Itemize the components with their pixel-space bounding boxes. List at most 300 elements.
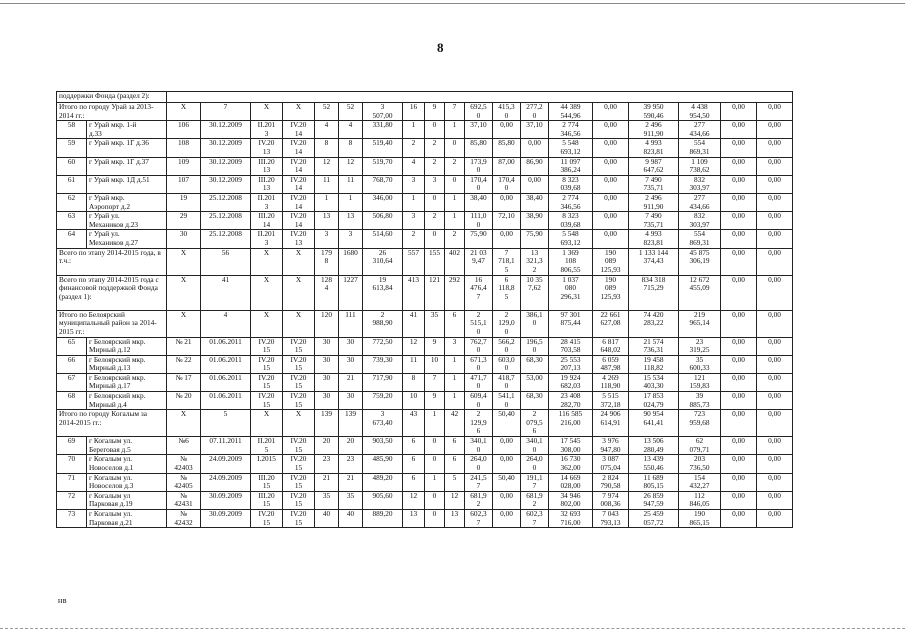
table-cell: г Белоярский мкр. Мирный д.4 [87,392,167,410]
page-number: 8 [437,40,444,55]
table-cell: 30 [339,355,363,373]
table-cell: 0,00 [721,175,757,193]
table-cell: 68,30 [521,355,549,373]
table-cell: 120 [315,310,339,337]
table-cell: 0,00 [721,248,757,275]
table-cell: 1 [425,473,445,491]
table-cell: X [251,248,283,275]
table-cell: 0,00 [757,175,793,193]
table-cell: 723 959,68 [679,410,721,437]
table-cell: 25.12.2008 [201,193,251,211]
table-cell: 471,7 0 [465,373,493,391]
table-cell: IV.20 15 [251,510,283,528]
table-cell: 6 [445,310,465,337]
table-cell: 0,00 [721,121,757,139]
table-cell: 20 [339,437,363,455]
table-cell: X [283,103,315,121]
table-cell: 30 [339,337,363,355]
table-cell: г Урай мкр. Аэропорт д.2 [87,193,167,211]
table-cell: IV.20 14 [283,212,315,230]
table-cell: 13 [339,212,363,230]
table-cell: 519,40 [363,139,403,157]
table-cell: IV.20 13 [283,230,315,248]
scan-edge-bottom [0,628,905,629]
table-cell: 0 [425,230,445,248]
table-cell: 74 420 283,22 [629,310,679,337]
table-cell: 23 [339,455,363,473]
table-cell: г Когалым ул. Новоселов д.1 [87,455,167,473]
table-cell: X [167,248,201,275]
table-cell: 0,00 [521,175,549,193]
table-cell: 24 906 614,91 [593,410,629,437]
table-cell: 0 [425,437,445,455]
table-cell: 5 [201,410,251,437]
table-cell: 26 859 947,59 [629,491,679,509]
table-cell: 0,00 [721,193,757,211]
table-cell: IV.20 15 [283,437,315,455]
table-cell: 40 [315,510,339,528]
table-cell: 22 661 627,08 [593,310,629,337]
table-cell: 554 869,31 [679,139,721,157]
table-cell: IV.20 15 [251,373,283,391]
table-row [57,175,793,193]
table-cell: 173,9 0 [465,157,493,175]
table-cell: 3 [445,337,465,355]
table-cell: 35 600,33 [679,355,721,373]
table-cell: 331,80 [363,121,403,139]
table-cell: X [283,275,315,310]
table-cell: № 42432 [167,510,201,528]
table-cell: 5 515 372,18 [593,392,629,410]
table-cell: 0,00 [757,510,793,528]
table-cell: г Урай ул. Механиков д.23 [87,212,167,230]
table-cell: № 20 [167,392,201,410]
table-cell: IV.20 15 [283,355,315,373]
table-cell: г Урай мкр. 1Г д.37 [87,157,167,175]
table-cell: 19 [167,193,201,211]
table-cell: 10 35 7,62 [521,275,549,310]
table-cell: 11 [339,175,363,193]
table-cell: 63 [57,212,87,230]
table-cell: 0,00 [757,275,793,310]
table-cell: 50,40 [493,473,521,491]
table-cell: 292 [445,275,465,310]
table-cell: 671,3 0 [465,355,493,373]
table-row-subtotal [57,310,793,337]
table-cell: 196,5 0 [521,337,549,355]
table-cell: 0,00 [593,139,629,157]
table-cell: 0,00 [757,103,793,121]
table-cell: 603,0 0 [493,355,521,373]
table-cell: 0,00 [493,491,521,509]
table-cell: 70 [57,455,87,473]
table-cell: 30.09.2009 [201,510,251,528]
table-cell: 71 [57,473,87,491]
table-cell: 602,3 7 [465,510,493,528]
table-cell: 11 097 386,24 [549,157,593,175]
table-cell: 277,2 0 [521,103,549,121]
table-cell: 0,00 [593,121,629,139]
table-cell: 2 079,5 6 [521,410,549,437]
table-cell: 519,70 [363,157,403,175]
table-cell: 264,0 0 [521,455,549,473]
table-row [57,212,793,230]
table-cell: 905,60 [363,491,403,509]
table-cell: 9 [425,392,445,410]
table-cell: 0,00 [721,510,757,528]
table-cell: 413 [403,275,425,310]
table-cell: 4 [339,121,363,139]
table-cell: г Белоярский мкр. Мирный д.13 [87,355,167,373]
table-cell: 1 [445,193,465,211]
table-cell: 90 954 641,41 [629,410,679,437]
table-cell: X [251,310,283,337]
table-cell: 41 [403,310,425,337]
table-cell: 692,5 0 [465,103,493,121]
table-cell: 554 869,31 [679,230,721,248]
table-cell: 0,00 [593,193,629,211]
table-cell: 16 [403,103,425,121]
table-cell: 1 [445,392,465,410]
table-cell: 9 987 647,62 [629,157,679,175]
table-cell: 97 301 875,44 [549,310,593,337]
table-cell: 19 924 682,03 [549,373,593,391]
table-cell: 0 [425,491,445,509]
table-cell: 3 [403,175,425,193]
table-cell: 2 988,90 [363,310,403,337]
table-cell: № 42405 [167,473,201,491]
table-cell: 29 [167,212,201,230]
table-cell: 16 476,4 7 [465,275,493,310]
table-cell: 191,1 7 [521,473,549,491]
table-cell: 17 853 024,79 [629,392,679,410]
table-cell: 30 [315,392,339,410]
table-cell: 1 [403,121,425,139]
table-cell: 106 [167,121,201,139]
table-cell: 6 817 648,02 [593,337,629,355]
table-cell: 128 4 [315,275,339,310]
table-cell: IV.20 15 [283,491,315,509]
table-cell: Итого по Белоярский муниципальный район за 2014-2015 гг.: [57,310,167,337]
table-cell: 3 [425,175,445,193]
table-cell: 24.09.2009 [201,455,251,473]
table-cell: 111,0 0 [465,212,493,230]
table-cell: 768,70 [363,175,403,193]
table-cell: 11 [315,175,339,193]
table-cell: 0,00 [757,373,793,391]
table-cell: 2 [403,230,425,248]
table-cell: 7 974 008,36 [593,491,629,509]
table-cell: 418,7 0 [493,373,521,391]
table-cell: г Урай мкр. 1-й д.33 [87,121,167,139]
table-cell: 0,00 [721,310,757,337]
table-cell: X [167,310,201,337]
table-cell: 68 [57,392,87,410]
table-cell: 0,00 [721,455,757,473]
table-cell: 07.11.2011 [201,437,251,455]
table-cell: Итого по городу Когалым за 2014-2015 гг.: [57,410,167,437]
table-cell: 415,3 0 [493,103,521,121]
table-cell: 01.06.2011 [201,392,251,410]
table-cell: 10 [425,355,445,373]
table-cell: 13 [403,510,425,528]
table-cell: 85,80 [465,139,493,157]
table-cell: 121 [425,275,445,310]
table-cell: 4 438 954,50 [679,103,721,121]
table-row [57,392,793,410]
table-cell: г Когалым ул Парковая д.19 [87,491,167,509]
table-cell: 38,40 [465,193,493,211]
table-cell: 0,00 [757,491,793,509]
table-cell: 32 693 716,00 [549,510,593,528]
table-cell: 21 574 736,31 [629,337,679,355]
table-cell: 0,00 [757,139,793,157]
table-cell: 0,00 [721,410,757,437]
table-cell: 0 [425,193,445,211]
table-cell: 6 [403,473,425,491]
table-cell: III.20 13 [251,157,283,175]
table-cell: 25 553 207,13 [549,355,593,373]
table-cell: 108 [167,139,201,157]
table-row [57,373,793,391]
table-cell: IV.20 14 [283,175,315,193]
table-cell: 1 [445,212,465,230]
table-cell: 514,60 [363,230,403,248]
table-cell: 0 [425,455,445,473]
table-cell: 759,20 [363,392,403,410]
table-cell: IV.20 14 [283,193,315,211]
table-cell: 340,1 0 [465,437,493,455]
table-cell: 8 [315,139,339,157]
table-cell: 2 774 346,56 [549,193,593,211]
table-cell: 0,00 [721,337,757,355]
table-cell: 0,00 [493,121,521,139]
table-cell: 53,00 [521,373,549,391]
table-cell: 0,00 [757,473,793,491]
table-cell: X [251,275,283,310]
table-cell: 3 [315,230,339,248]
table-cell: 62 [57,193,87,211]
table-cell: № 17 [167,373,201,391]
table-cell: 30 [339,392,363,410]
table-cell: 832 303,97 [679,175,721,193]
table-row [57,473,793,491]
table-cell: 681,9 2 [521,491,549,509]
table-cell: 7 043 793,13 [593,510,629,528]
table-cell: 39 885,73 [679,392,721,410]
footer-mark: нв [58,596,68,605]
table-cell: 21 [339,473,363,491]
table-cell: 4 [315,121,339,139]
table-cell: X [167,410,201,437]
table-cell: 2 [445,157,465,175]
table-cell: 8 [339,139,363,157]
table-cell: 139 [315,410,339,437]
table-cell: 26 310,64 [363,248,403,275]
table-cell: 0 [425,121,445,139]
table-cell: 121 159,83 [679,373,721,391]
table-cell: 506,80 [363,212,403,230]
table-row-subtotal [57,410,793,437]
table-cell: IV.20 15 [283,373,315,391]
table-cell: 7 718,1 5 [493,248,521,275]
table-cell: 0 [425,510,445,528]
table-cell: 0,00 [493,455,521,473]
table-cell: X [167,103,201,121]
table-cell: № 42403 [167,455,201,473]
table-cell: 43 [403,410,425,437]
table-cell: 5 [445,473,465,491]
table-cell: 60 [57,157,87,175]
table-cell: X [283,310,315,337]
table-cell: 0,00 [757,248,793,275]
table-cell: 0,00 [721,355,757,373]
table-cell: III.20 15 [251,491,283,509]
table-cell: 4 993 823,81 [629,230,679,248]
table-cell: 277 434,66 [679,193,721,211]
table-cell: IV.20 15 [251,337,283,355]
table-cell: 35 [425,310,445,337]
table-cell: 25.12.2008 [201,230,251,248]
table-cell: 3 507,00 [363,103,403,121]
table-cell: 3 673,40 [363,410,403,437]
table-cell: 2 515,1 0 [465,310,493,337]
table-cell: 2 824 790,58 [593,473,629,491]
table-cell: 1 [445,121,465,139]
table-cell: 21 03 9,47 [465,248,493,275]
table-cell: 190 865,15 [679,510,721,528]
table-cell: 346,00 [363,193,403,211]
table-cell: Всего по этапу 2014-2015 года, в т.ч.: [57,248,167,275]
table-cell: 68,30 [521,392,549,410]
table-cell: 13 321,3 2 [521,248,549,275]
table-cell: 1 [339,193,363,211]
table-cell: 56 [201,248,251,275]
table-cell: 0,00 [721,437,757,455]
table-cell: X [283,248,315,275]
table-cell: 23 319,25 [679,337,721,355]
table-cell: 0,00 [721,103,757,121]
table-cell: 10 [403,392,425,410]
table-cell: 0 [445,139,465,157]
table-cell: 219 965,14 [679,310,721,337]
table-cell: 0,00 [721,275,757,310]
table-cell: 2 774 346,56 [549,121,593,139]
table-cell: 0,00 [721,230,757,248]
table-cell: 8 323 039,68 [549,175,593,193]
table-cell: 772,50 [363,337,403,355]
table-cell: 1 [445,355,465,373]
table-cell: 1 133 144 374,43 [629,248,679,275]
table-cell: 107 [167,175,201,193]
table-cell: поддержки Фонда (раздел 2): [57,92,167,103]
table-cell: 116 585 216,00 [549,410,593,437]
table-cell: 3 976 947,80 [593,437,629,455]
table-row [57,437,793,455]
table-cell: 7 490 735,71 [629,212,679,230]
table-cell: 0,00 [721,139,757,157]
table-cell: г Урай мкр. 1Д д.51 [87,175,167,193]
scan-edge-top [0,3,905,4]
table-cell: IV.20 13 [251,139,283,157]
table-cell: г Белоярский мкр. Мирный д.12 [87,337,167,355]
table-cell: 4 [201,310,251,337]
table-cell: 3 [339,230,363,248]
table-cell: 01.06.2011 [201,337,251,355]
table-cell: 0,00 [593,230,629,248]
table-cell: 0,00 [593,212,629,230]
table-cell: 154 432,27 [679,473,721,491]
table-cell: 1680 [339,248,363,275]
table-cell: 2 [425,212,445,230]
table-cell: 832 303,97 [679,212,721,230]
table-cell: 58 [57,121,87,139]
table-cell: X [283,410,315,437]
table-cell: 45 875 306,19 [679,248,721,275]
table-cell: 75,90 [465,230,493,248]
table-cell: 489,20 [363,473,403,491]
table-row [57,455,793,473]
table-cell: 190 089 125,93 [593,275,629,310]
table-cell: 62 079,71 [679,437,721,455]
table-cell: IV.20 15 [251,355,283,373]
table-cell: 13 439 550,46 [629,455,679,473]
table-cell: 12 [315,157,339,175]
table-cell: 7 [201,103,251,121]
table-cell: IV.20 14 [283,121,315,139]
table-cell: 19 458 118,82 [629,355,679,373]
table-cell: 0,00 [721,212,757,230]
table-cell: 30.12.2009 [201,121,251,139]
table-cell: 9 [425,337,445,355]
table-cell: 13 [315,212,339,230]
table-cell: 28 415 703,58 [549,337,593,355]
table-cell: IV.20 14 [283,139,315,157]
table-cell: 111 [339,310,363,337]
table-cell: 0,00 [493,437,521,455]
table-cell: 681,9 2 [465,491,493,509]
table-cell: 35 [339,491,363,509]
table-cell: 566,2 0 [493,337,521,355]
table-cell: 23 [315,455,339,473]
table-cell: № 21 [167,337,201,355]
table-cell: 170,4 0 [493,175,521,193]
table-cell: 40 [339,510,363,528]
table-cell: 16 730 362,00 [549,455,593,473]
table-cell: IV.20 15 [251,392,283,410]
table-cell: 8 323 039,68 [549,212,593,230]
table-row-subtotal [57,103,793,121]
table-cell: 903,50 [363,437,403,455]
table-cell: 0,00 [521,139,549,157]
table-cell: 67 [57,373,87,391]
table-cell-empty [167,92,793,103]
table-cell: 190 089 125,93 [593,248,629,275]
table-cell: 75,90 [521,230,549,248]
table-row-subtotal [57,248,793,275]
table-cell: 170,4 0 [465,175,493,193]
table-cell: 38,90 [521,212,549,230]
table-cell: 155 [425,248,445,275]
table-cell: 6 [445,455,465,473]
table-cell: 42 [445,410,465,437]
table-cell: 541,1 0 [493,392,521,410]
table-cell: 2 129,9 6 [465,410,493,437]
table-cell: 6 118,8 5 [493,275,521,310]
table-cell: 179 8 [315,248,339,275]
table-cell: 0,00 [757,455,793,473]
table-cell: 72 [57,491,87,509]
